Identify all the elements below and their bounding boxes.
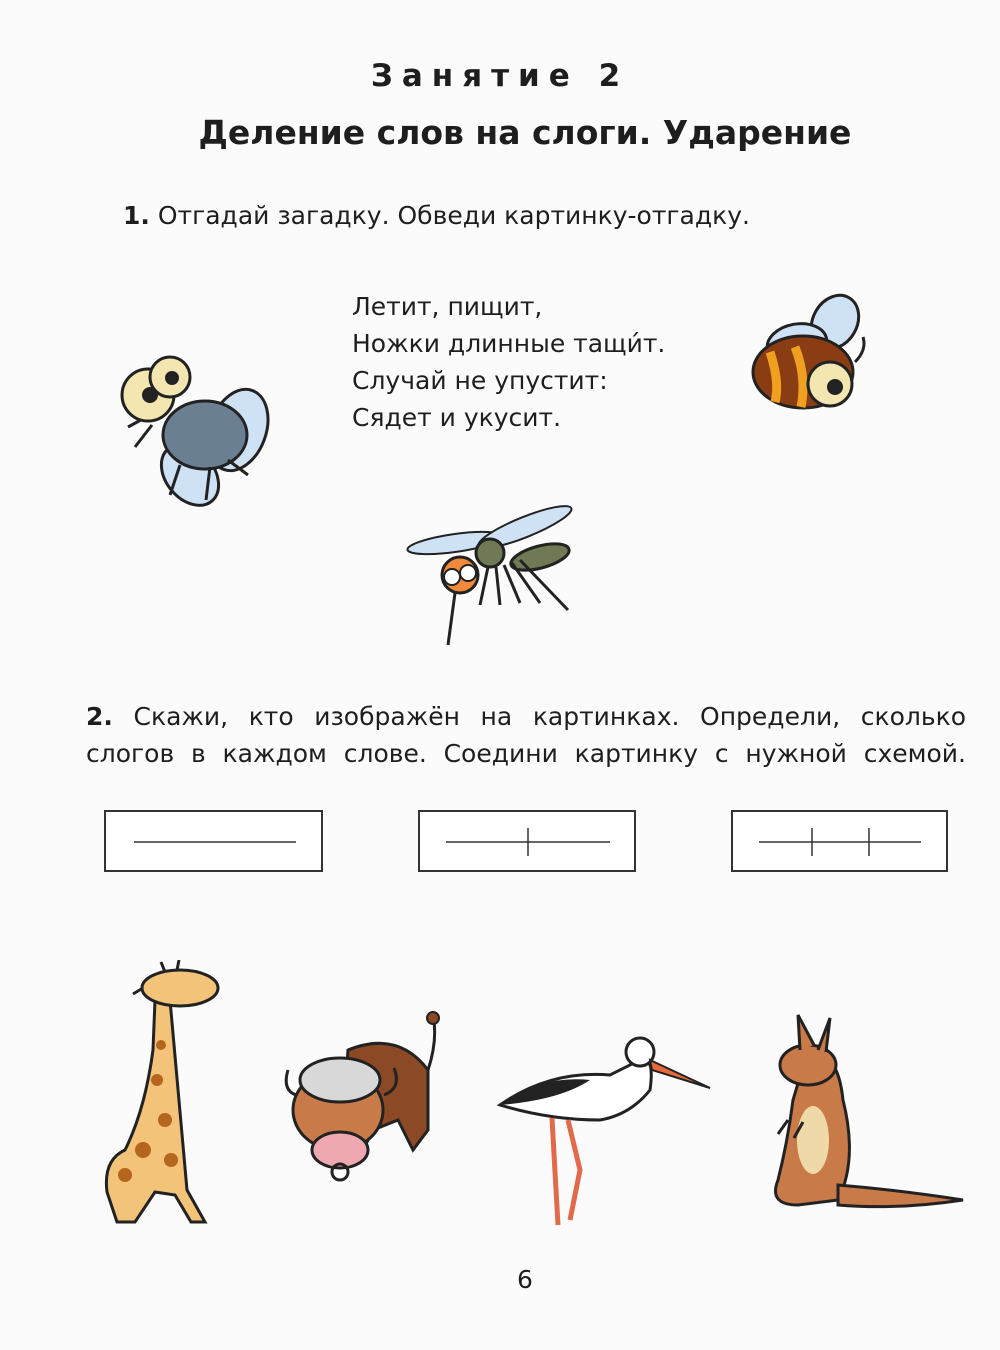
syllable-scheme-1[interactable] bbox=[104, 810, 323, 872]
scheme-line bbox=[733, 812, 946, 870]
lesson-title: Деление слов на слоги. Ударение bbox=[198, 113, 852, 152]
task-2-instruction bbox=[86, 698, 966, 772]
task-2-text-line2: слогов в каждом слове. Соедини картинку с нужной схемой. bbox=[86, 739, 966, 768]
riddle bbox=[352, 288, 665, 436]
mosquito-picture[interactable] bbox=[400, 505, 580, 655]
kangaroo-picture[interactable] bbox=[748, 1010, 966, 1220]
scheme-line bbox=[420, 812, 634, 870]
riddle-line: Сядет и укусит. bbox=[352, 403, 562, 432]
giraffe-picture[interactable] bbox=[95, 960, 225, 1232]
stork-picture[interactable] bbox=[490, 1030, 715, 1230]
task-2-text-line1: Скажи, кто изображён на картинках. Определи, сколько bbox=[133, 702, 966, 731]
fly-picture[interactable] bbox=[110, 355, 275, 510]
riddle-line: Летит, пищит, bbox=[352, 292, 543, 321]
page-number: 6 bbox=[517, 1265, 533, 1294]
syllable-scheme-2[interactable] bbox=[418, 810, 636, 872]
task-1-text: Отгадай загадку. Обведи картинку-отгадку. bbox=[157, 201, 750, 230]
task-2-line bbox=[86, 698, 966, 735]
task-1-instruction bbox=[123, 197, 750, 234]
task-1-number: 1. bbox=[123, 201, 150, 230]
riddle-line: Ножки длинные тащи́т. bbox=[352, 329, 666, 358]
bee-picture[interactable] bbox=[735, 292, 880, 422]
syllable-scheme-3[interactable] bbox=[731, 810, 948, 872]
riddle-line: Случай не упустит: bbox=[352, 366, 608, 395]
scheme-line bbox=[106, 812, 321, 870]
lesson-label: Занятие 2 bbox=[370, 58, 630, 94]
task-2-number: 2. bbox=[86, 702, 113, 731]
bull-picture[interactable] bbox=[278, 1010, 448, 1190]
